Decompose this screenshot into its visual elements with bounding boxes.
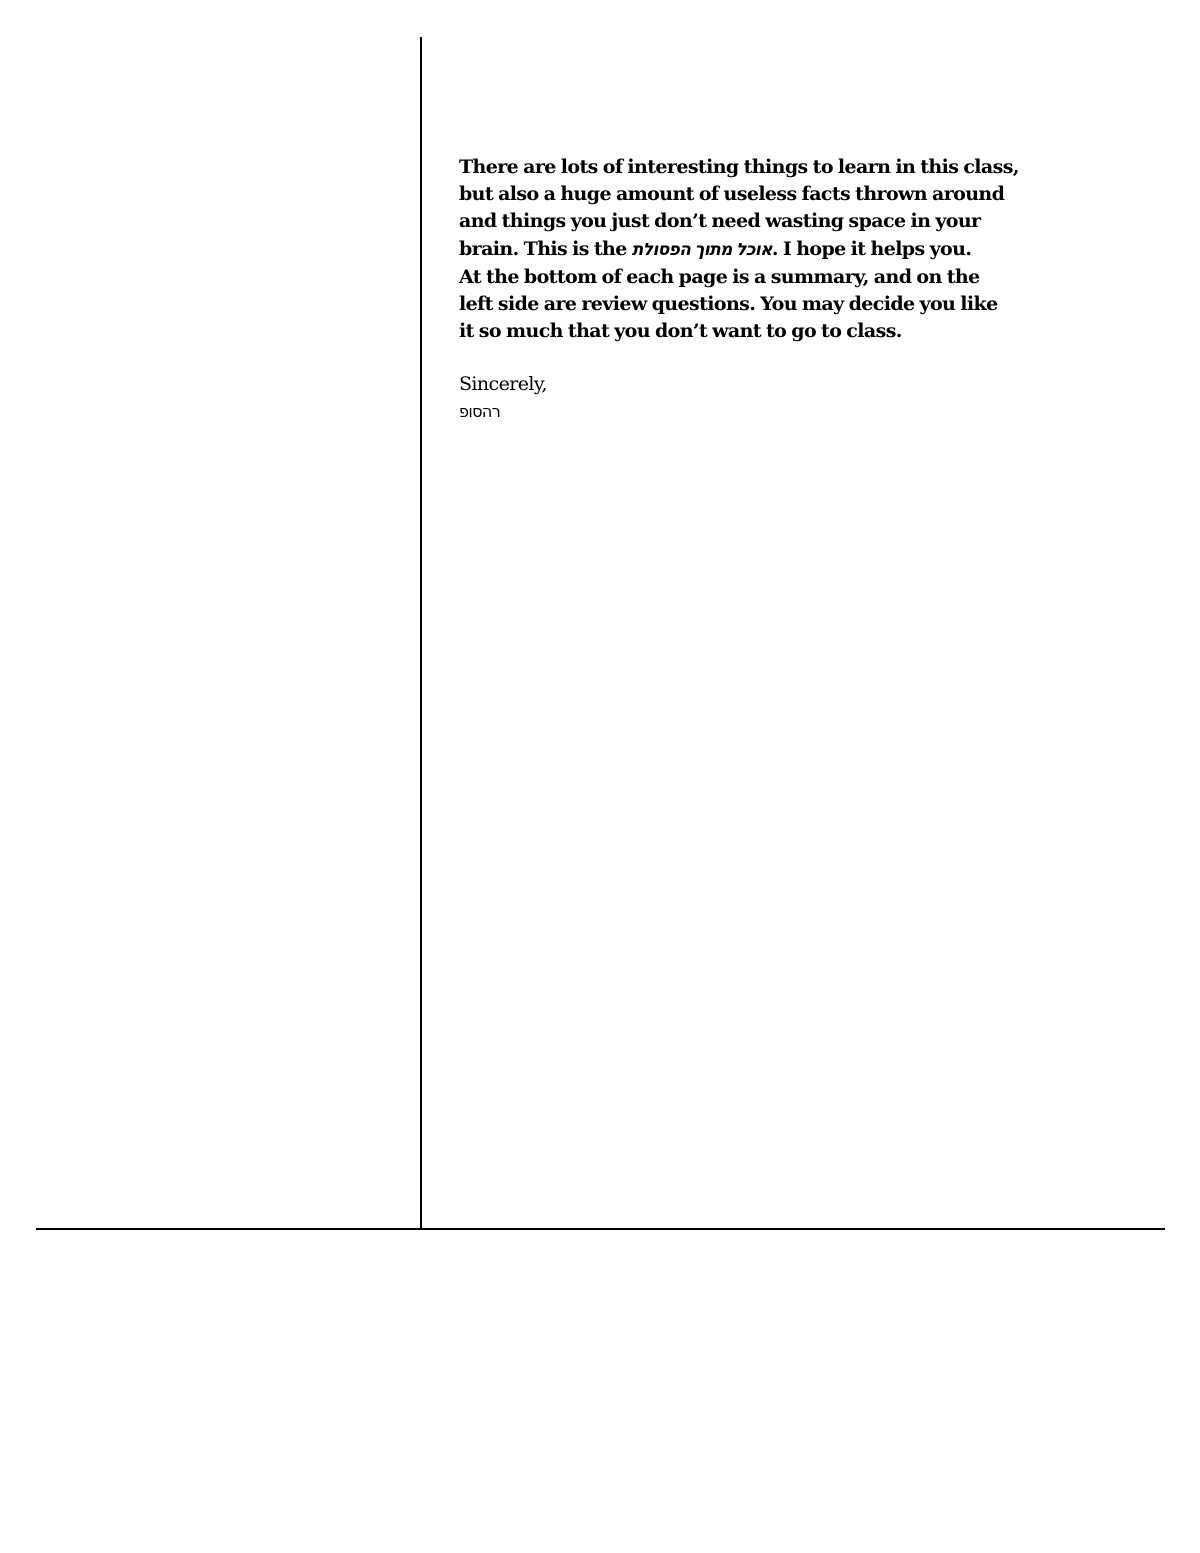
intro-paragraph [459,154,1059,345]
intro-line-2: but also a huge amount of useless facts thrown around [459,183,1005,206]
intro-line-7: it so much that you don’t want to go to class. [459,320,902,343]
hebrew-phrase: אוכל מתוך הפסולת [631,239,772,260]
closing-text: Sincerely, [459,373,547,395]
signature-text: רהסופ [459,402,501,421]
vertical-divider [420,37,422,1230]
intro-line-4-end: . I hope it helps you. [771,237,972,260]
intro-line-3: and things you just don’t need wasting space in your [459,210,981,233]
intro-line-6: left side are review questions. You may decide you like [459,293,998,316]
horizontal-divider [36,1228,1165,1230]
intro-line-4 [459,236,1059,264]
intro-line-1: There are lots of interesting things to learn in this class, [459,156,1019,178]
intro-line-4-start: brain. This is the [459,237,632,260]
intro-line-5: At the bottom of each page is a summary, and on the [459,265,980,288]
signoff-block [459,370,547,426]
